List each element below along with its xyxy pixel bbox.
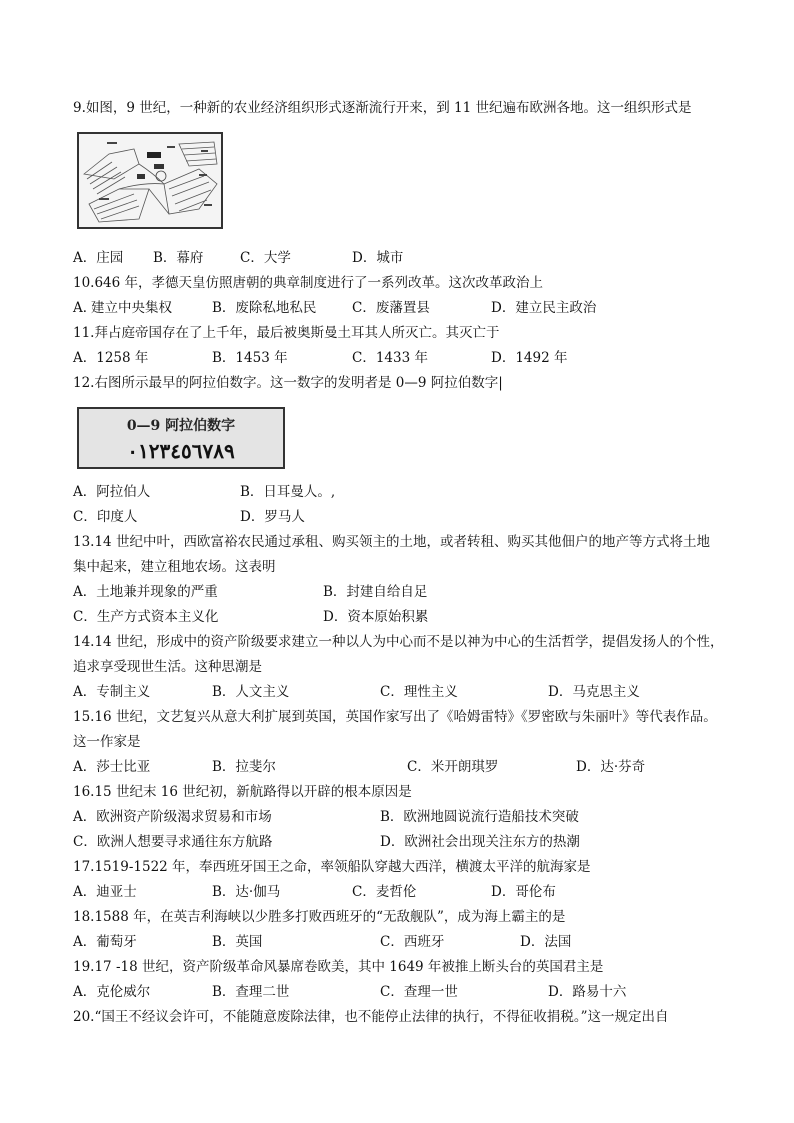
q15-stem-line1: 15.16 世纪，文艺复兴从意大利扩展到英国，英国作家写出了《哈姆雷特》《罗密欧与朱丽叶》等代表作品。 (73, 709, 717, 725)
q13-stem-line2: 集中起来，建立租地农场。这表明 (73, 559, 276, 575)
q18-option-a: A．葡萄牙 (73, 934, 137, 950)
arabic-numerals-figure (77, 407, 285, 469)
q17-option-d: D．哥伦布 (491, 884, 556, 900)
q15-option-b: B．拉斐尔 (212, 759, 276, 775)
q17-option-c: C．麦哲伦 (352, 884, 417, 900)
q14-option-b: B．人文主义 (212, 684, 290, 700)
manor-map-figure (77, 132, 223, 229)
q10-option-a-marker: A． (73, 300, 97, 316)
q10-option-b: B．废除私地私民 (212, 300, 317, 316)
q15-option-c: C．米开朗琪罗 (407, 759, 499, 775)
q16-option-b: B．欧洲地圆说流行造船技术突破 (380, 809, 579, 825)
manor-map-illustration (79, 134, 221, 227)
q12-option-d: D．罗马人 (240, 509, 305, 525)
q19-option-c: C．查理一世 (380, 984, 458, 1000)
q9-option-b: B．幕府 (153, 250, 204, 266)
q12-stem: 12.右图所示最早的阿拉伯数字。这一数字的发明者是 0—9 阿拉伯数字| (73, 375, 503, 391)
q13-option-b: B．封建自给自足 (323, 584, 428, 600)
q12-option-b: B．日耳曼人。, (240, 484, 336, 500)
q17-option-a: A．迪亚士 (73, 884, 137, 900)
q9-stem: 9.如图，9 世纪，一种新的农业经济组织形式逐渐流行开来，到 11 世纪遍布欧洲各地。这一组织形式是 (73, 100, 692, 116)
q13-stem-line1: 13.14 世纪中叶，西欧富裕农民通过承租、购买领主的土地，或者转租、购买其他佃户的地产等方式将土地 (73, 534, 710, 550)
q9-option-d: D．城市 (352, 250, 404, 266)
q18-option-d: D．法国 (520, 934, 572, 950)
q16-option-a: A．欧洲资产阶级渴求贸易和市场 (73, 809, 272, 825)
q18-stem: 18.1588 年，在英吉利海峡以少胜多打败西班牙的“无敌舰队”，成为海上霸主的是 (73, 909, 566, 925)
q14-option-a: A．专制主义 (73, 684, 151, 700)
q15-option-d: D．达·芬奇 (576, 759, 646, 775)
q12-option-c: C．印度人 (73, 509, 138, 525)
q11-option-b: B．1453 年 (212, 350, 288, 366)
q18-option-c: C．西班牙 (380, 934, 445, 950)
q11-option-d: D．1492 年 (491, 350, 568, 366)
q18-option-b: B．英国 (212, 934, 263, 950)
q16-option-c: C．欧洲人想要寻求通往东方航路 (73, 834, 273, 850)
q10-option-c: C．废藩置县 (352, 300, 430, 316)
q14-option-d: D．马克思主义 (548, 684, 640, 700)
q16-option-d: D．欧洲社会出现关注东方的热潮 (380, 834, 580, 850)
q10-stem: 10.646 年，孝德天皇仿照唐朝的典章制度进行了一系列改革。这次改革政治上 (73, 275, 544, 291)
q13-option-c: C．生产方式资本主义化 (73, 609, 219, 625)
q17-stem: 17.1519-1522 年，奉西班牙国王之命，率领船队穿越大西洋，横渡太平洋的航海家是 (73, 859, 591, 875)
q19-option-d: D．路易十六 (548, 984, 627, 1000)
q17-option-b: B．达·伽马 (212, 884, 281, 900)
q13-option-a: A．土地兼并现象的严重 (73, 584, 218, 600)
q11-option-a: A．1258 年 (73, 350, 149, 366)
q14-stem-line1: 14.14 世纪，形成中的资产阶级要求建立一种以人为中心而不是以神为中心的生活哲学，提倡发扬人的个性， (73, 634, 724, 650)
q14-option-c: C．理性主义 (380, 684, 458, 700)
q10-option-d: D．建立民主政治 (491, 300, 597, 316)
q9-option-a: A．庄园 (73, 250, 124, 266)
q10-option-a: 建立中央集权 (91, 300, 172, 316)
q15-stem-line2: 这一作家是 (73, 734, 141, 750)
q11-stem: 11.拜占庭帝国存在了上千年，最后被奥斯曼土耳其人所灭亡。其灭亡于 (73, 325, 500, 341)
q9-option-c: C．大学 (240, 250, 291, 266)
q20-stem: 20.“国王不经议会许可，不能随意废除法律，也不能停止法律的执行，不得征收捐税。”这一规定出自 (73, 1009, 669, 1025)
q19-stem: 19.17 -18 世纪，资产阶级革命风暴席卷欧美，其中 1649 年被推上断头台的英国君主是 (73, 959, 604, 975)
q12-option-a: A．阿拉伯人 (73, 484, 151, 500)
q16-stem: 16.15 世纪末 16 世纪初，新航路得以开辟的根本原因是 (73, 784, 412, 800)
q19-option-b: B．查理二世 (212, 984, 290, 1000)
q13-option-d: D．资本原始积累 (323, 609, 429, 625)
arabic-numerals-title: 0—9 阿拉伯数字 (126, 418, 236, 434)
q14-stem-line2: 追求享受现世生活。这种思潮是 (73, 659, 262, 675)
arabic-numerals-digits: ٠١٢٣٤٥٦٧٨٩ (127, 439, 235, 463)
q11-option-c: C．1433 年 (352, 350, 428, 366)
q19-option-a: A．克伦威尔 (73, 984, 151, 1000)
q15-option-a: A．莎士比亚 (73, 759, 151, 775)
